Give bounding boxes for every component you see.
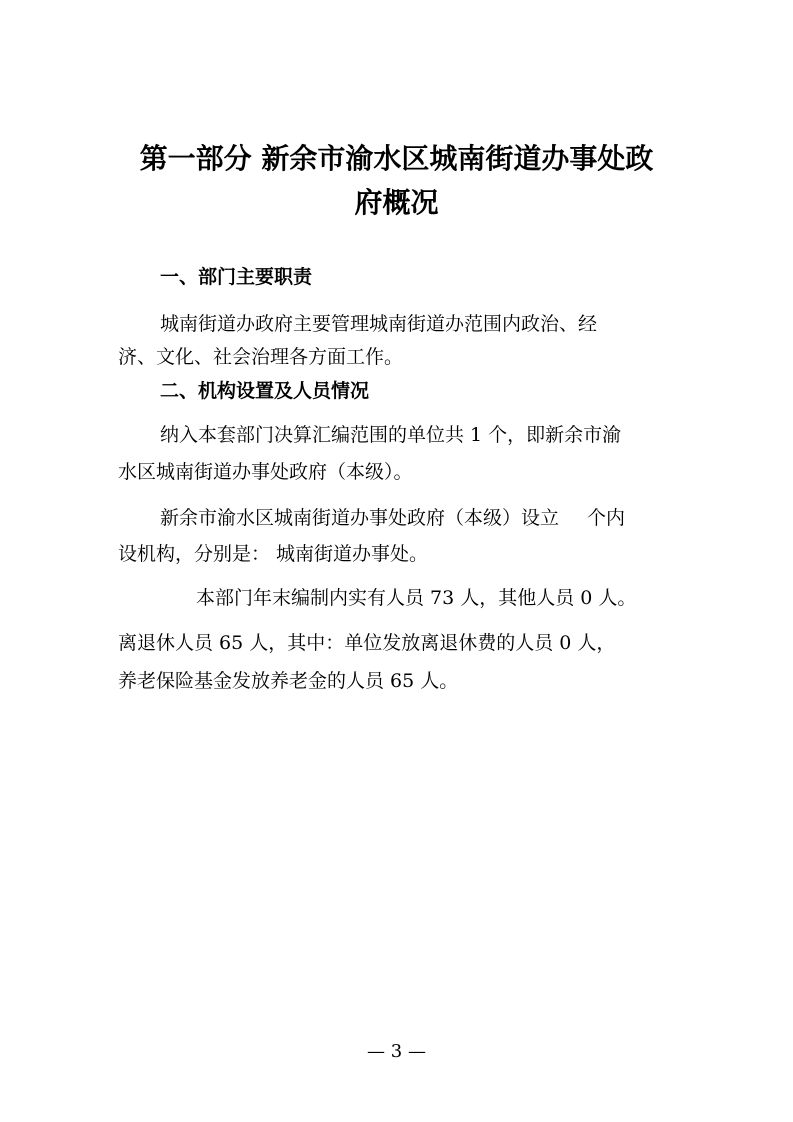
duties-text-line-1: 城南街道办政府主要管理城南街道办范围内政治、经 (160, 313, 598, 335)
staff-para-line-1: 本部门年末编制内实有人员 73 人，其他人员 0 人。 (196, 587, 637, 609)
org-para1-line-2: 水区城南街道办事处政府（本级）。 (118, 461, 413, 483)
staff-para-line-3: 养老保险基金发放养老金的人员 65 人。 (118, 670, 459, 692)
staff-para-line-2: 离退休人员 65 人，其中：单位发放离退休费的人员 0 人， (118, 632, 616, 654)
section-heading-organization: 二、机构设置及人员情况 (160, 380, 370, 402)
org-para2-line-1-part-1: 新余市渝水区城南街道办事处政府（本级）设立 (160, 507, 560, 529)
section-heading-duties: 一、部门主要职责 (160, 266, 313, 288)
page-title-line-1: 第一部分 新余市渝水区城南街道办事处政 (139, 142, 654, 175)
page-title-line-2: 府概况 (354, 186, 439, 219)
duties-text-line-2: 济、文化、社会治理各方面工作。 (118, 346, 404, 368)
org-para2-line-1-part-2: 个内 (587, 507, 626, 529)
org-para2-line-2: 设机构，分别是： 城南街道办事处。 (118, 543, 429, 565)
page-number: — 3 — (367, 1041, 426, 1062)
org-para2-line-1 (160, 503, 625, 533)
org-para1-line-1: 纳入本套部门决算汇编范围的单位共 1 个，即新余市渝 (160, 424, 622, 446)
